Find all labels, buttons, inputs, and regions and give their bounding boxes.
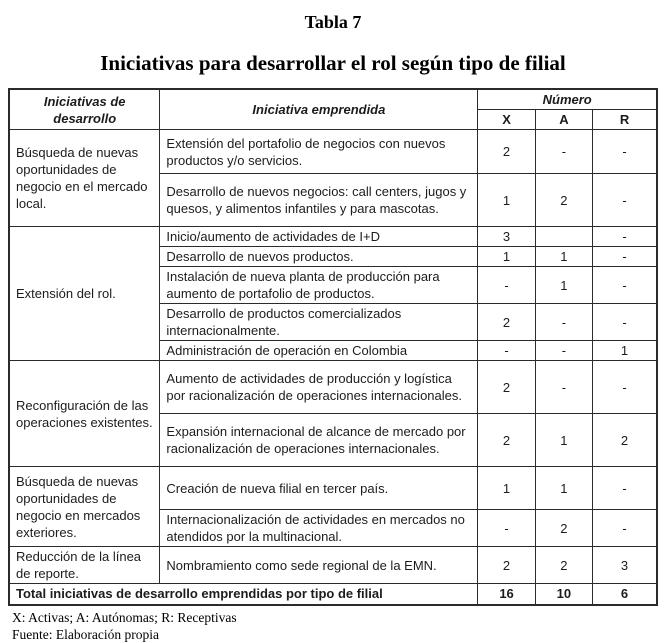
count-cell-r: 3 [593,547,657,584]
count-cell-x: 2 [478,414,535,467]
table-row [9,547,657,584]
count-cell-x: 1 [478,174,535,227]
count-cell-a: 1 [535,247,592,267]
total-r: 6 [593,584,657,605]
initiative-cell: Internacionalización de actividades en mercados no atendidos por la multinacional. [160,510,478,547]
table-title: Iniciativas para desarrollar el rol según tipo de filial [100,51,566,75]
table-row [9,467,657,510]
initiative-cell: Desarrollo de nuevos productos. [160,247,478,267]
count-cell-x: - [478,341,535,361]
count-cell-a: - [535,130,592,174]
count-cell-a: - [535,361,592,414]
header-iniciativas-desarrollo: Iniciativas de desarrollo [9,89,160,130]
count-cell-x: 3 [478,227,535,247]
source-footnote: Fuente: Elaboración propia [12,626,159,642]
count-cell-r: - [593,467,657,510]
group-label-reduccion-linea: Reducción de la línea de reporte. [9,547,160,584]
header-numero: Número [478,89,657,110]
initiatives-table [8,88,658,606]
initiative-cell: Extensión del portafolio de negocios con nuevos productos y/o servicios. [160,130,478,174]
count-cell-r: - [593,227,657,247]
initiative-cell: Instalación de nueva planta de producción para aumento de portafolio de productos. [160,267,478,304]
initiative-cell: Desarrollo de productos comercializados internacionalmente. [160,304,478,341]
header-r: R [593,110,657,130]
count-cell-a: 2 [535,547,592,584]
count-cell-r: 1 [593,341,657,361]
initiative-cell: Expansión internacional de alcance de mercado por racionalización de operaciones internacionales. [160,414,478,467]
count-cell-a: - [535,304,592,341]
count-cell-r: - [593,267,657,304]
count-cell-a [535,227,592,247]
count-cell-x: 2 [478,547,535,584]
initiative-cell: Administración de operación en Colombia [160,341,478,361]
total-label: Total iniciativas de desarrollo emprendidas por tipo de filial [9,584,478,605]
group-label-mercado-local: Búsqueda de nuevas oportunidades de negocio en el mercado local. [9,130,160,227]
count-cell-x: 2 [478,361,535,414]
count-cell-a: 1 [535,467,592,510]
count-cell-r: - [593,510,657,547]
count-cell-x: - [478,510,535,547]
initiative-cell: Nombramiento como sede regional de la EMN. [160,547,478,584]
count-cell-x: 2 [478,304,535,341]
initiative-cell: Creación de nueva filial en tercer país. [160,467,478,510]
count-cell-r: - [593,361,657,414]
count-cell-a: 1 [535,267,592,304]
count-cell-r: - [593,247,657,267]
total-row [9,584,657,605]
count-cell-x: 1 [478,247,535,267]
count-cell-x: 2 [478,130,535,174]
total-a: 10 [535,584,592,605]
table-row [9,130,657,174]
count-cell-x: 1 [478,467,535,510]
table-number-heading: Tabla 7 [304,12,362,32]
initiative-cell: Aumento de actividades de producción y logística por racionalización de operaciones internacionales. [160,361,478,414]
initiative-cell: Desarrollo de nuevos negocios: call centers, jugos y quesos, y alimentos infantiles y para mascotas. [160,174,478,227]
count-cell-a: 1 [535,414,592,467]
count-cell-r: - [593,130,657,174]
count-cell-r: - [593,304,657,341]
count-cell-a: - [535,341,592,361]
count-cell-x: - [478,267,535,304]
count-cell-r: 2 [593,414,657,467]
count-cell-a: 2 [535,174,592,227]
initiative-cell: Inicio/aumento de actividades de I+D [160,227,478,247]
group-label-extension-rol: Extensión del rol. [9,227,160,361]
total-x: 16 [478,584,535,605]
count-cell-a: 2 [535,510,592,547]
table-row [9,361,657,414]
group-label-mercados-exteriores: Búsqueda de nuevas oportunidades de negocio en mercados exteriores. [9,467,160,547]
count-cell-r: - [593,174,657,227]
table-row [9,227,657,247]
legend-footnote: X: Activas; A: Autónomas; R: Receptivas [12,609,237,625]
header-iniciativa-emprendida: Iniciativa emprendida [160,89,478,130]
header-x: X [478,110,535,130]
group-label-reconfiguracion: Reconfiguración de las operaciones existentes. [9,361,160,467]
header-a: A [535,110,592,130]
